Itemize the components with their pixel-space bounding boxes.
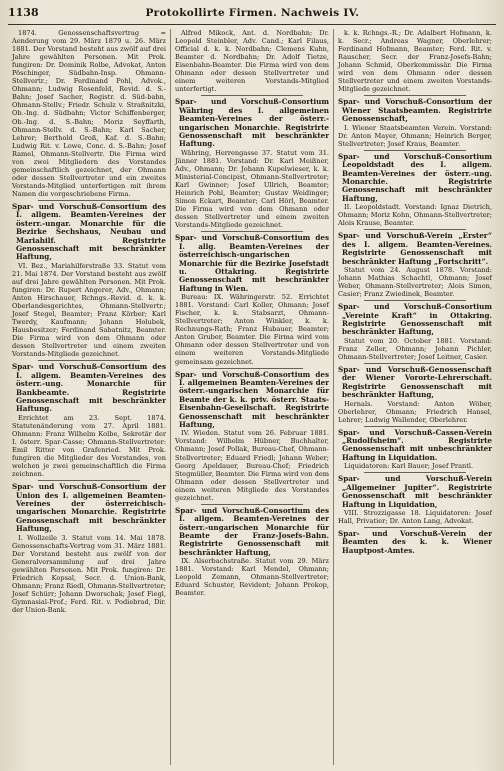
entry-firm-name: Spar- und Vorschuß-Consortium des I. allg. Beamten-Vereines der österreichisch-ungarischen Monarchie für die Bezirke Josefstadt u. Ottakring. Registrirte Genossenschaft mit beschränkter Haftung in Wien. [175, 233, 329, 293]
entry-firm-name: Spar- und Vorschuß-Consortium des I. allgemeinen Beamten-Vereines der österr.-ungarischen Monarchie für Beamte der k. k. priv. österr. Staats-Eisenbahn-Gesellschaft. Registrirte Genossenschaft mit beschränkter Haftung, [175, 369, 329, 429]
register-entry [12, 203, 166, 358]
entry-firm-name: Spar- und Vorschuß-Consortium der Wiener Staatsbeamten. Registrirte Genossenschaft, [338, 97, 492, 124]
entry-divider [364, 363, 466, 364]
register-entry [12, 483, 166, 614]
entry-divider [38, 200, 140, 201]
entry-firm-name: Spar- und Vorschuß-Consortium „Vereinte Kraft“ in Ottakring. Registrirte Genossenschaft mit beschränkter Haftung, [338, 302, 492, 337]
page-number: 1138 [8, 6, 39, 19]
register-entry [175, 29, 329, 93]
entry-text: IX. Alserbachstraße. Statut vom 29. März 1881. Vorstand: Karl Mendel, Ohmann; Leopold Zemann, Ohmann-Stellvertreter; Eduard Schuster, Revident; Johann Prokop, Beamter. [175, 557, 329, 598]
entry-divider [364, 95, 466, 96]
entry-text: Währing, Herrengasse 37. Statut vom 31. Jänner 1881. Vorstand: Dr. Karl Meißner, Adv., Ohmann; Dr. Johann Kupelwieser, k. k. Ministerial-Concipist, Ohmann-Stellvertreter; Karl Gwinner; Josef Ullrich, Beamter; Heinrich Pohl, Beamter; Gustav Weidinger; Simon Eckart, Beamter; Carl Hörl, Beamter. Die Firma wird von dem Ohmann oder dessen Stellvertreter und einem zweiten Vorstands-Mitgliede gezeichnet. [175, 148, 329, 230]
entry-divider [201, 231, 303, 232]
entry-divider [364, 150, 466, 151]
entry-firm-name: Spar- und Vorschuß-Verein „Allgemeiner Jupiter“. Registrirte Genossenschaft mit beschränkter Haftung in Liquidation, [338, 474, 492, 509]
entry-text: Hernals. Vorstand: Anton Wöber, Oberlehrer, Ohmann; Friedrich Hansel, Lehrer; Ludwig Wallender, Oberlehrer. [338, 399, 492, 424]
column-left [8, 29, 170, 765]
register-entry [175, 98, 329, 229]
entry-divider [364, 472, 466, 473]
entry-divider [364, 300, 466, 301]
column-right [333, 29, 496, 765]
entry-text: 1874. Genossenschaftsvertrag = Aenderung vom 29. März 1879 u. 26. März 1881. Der Vorstand besteht aus zwölf auf drei Jahre gewählten Personen. Mit Prok. fungiren: Dr. Dominik Rolbe, Advokat, Anton Pöschinger, Südbahn-Insp. Ohmann-Stellvertr.; Dr. Ferdinand Pohl, Advok., Ohmann; Ludwig Rosenfeld, Revid. d. S.-Bahn; Josef Sacher, Registr. d. Süd-bahn, Ohmann-Stellv.; Friedr. Schulz v. Straßnitzki, Ob.-Ing. d. Südbahn; Victor Schiffenberger, Ob.-Ing. d. S.-Bahn; Moriz Seyffarth, Ohmann-Stellv. d. S.-Bahn; Karl Sacher, Lehrer; Berthold Groß, Kaf. d. S.-Bahn; Ludwig Rit. v. Lowe, Conc. d. S.-Bahn; Josef Ramel, Ohmann-Stellvertr. Die Firma wird von zwei Mitgliedern des Vorstandes gemeinschaftlich gezeichnet, der Ohmann oder dessen Stellvertreter und ein zweites Vorstands-Mitglied unterfertigen mit ihrem Namen die vorgeschriebene Firma. [12, 29, 166, 198]
register-entry [175, 507, 329, 598]
register-entry [338, 153, 492, 228]
entry-firm-name: Spar- und Vorschuß-Cassen-Verein „Rudolfsheim“. Registrirte Genossenschaft mit unbeschränkter Haftung in Liquidation. [338, 427, 492, 462]
entry-text: VI. Bez., Mariahilferstraße 33. Statut vom 21. Mai 1874. Der Vorstand besteht aus zwölf auf drei Jahre gewählten Personen. Mit Prok. fungiren: Dr. Rupert Angerer, Adv., Ohmann; Anton Hirschauer, Rchngs.-Revid. d. k. k. Oberlandesgerichtes, Ohmann-Stellvertr.; Josef Stegel, Beamter; Franz Körber; Karl Twerdy, Kaufmann; Johann Holubek, Hausbesitzer; Ferdinand Sabatnitz, Beamter. Die Firma wird von dem Ohmann oder dessen Stellvertreter und einem zweiten Vorstands-Mitgliede gezeichnet. [12, 261, 166, 359]
entry-text: k. k. Rchngs.-R.; Dr. Adalbert Hofmann, k. k. Secr.; Andreas Wagner, Oberlehrer; Ferdinand Hofmann, Beamter; Ferd. Rit. v. Rauscher, Secr. der Franz-Josefs-Bahn; Johann Schmid, Oberkommissär. Die Firma wird von dem Ohmann oder dessen Stellvertreter und einem zweiten Vorstands-Mitgliede gezeichnet. [338, 29, 492, 94]
entry-text: Statut vom 20. October 1881. Vorstand: Franz Zeller, Ohmann; Johann Pichler, Ohmann-Stellvertreter; Josef Leitner, Casier. [338, 336, 492, 361]
entry-text: Errichtet am 23. Sept. 1874. Statutenänderung vom 27. April 1881. Ohmann: Franz Wilhelm Kolbe, Sekretär der I. österr. Spar-Casse; Ohmann-Stellvertreter: Emil Ritter von Grafenried. Mit Prok. fungiren die Mitglieder des Vorstandes, von welchen je zwei gemeinschaftlich die Firma zeichnen. [12, 413, 166, 479]
entry-firm-name: Spar- und Vorschuß-Verein der Beamten des k. k. Wiener Hauptpost-Amtes. [338, 529, 492, 555]
entry-text: Statut vom 24. August 1878. Vorstand: Johann Mathias Schachtl, Ohmann; Josef Weber, Ohmann-Stellvertreter; Alois Simon, Casier; Franz Zwiedinek, Beamter. [338, 265, 492, 299]
entry-text: Bureau: IX. Währingerstr. 52. Errichtet 1881. Vorstand: Carl Koller, Ohmann; Josef Fischer, k. k. Stabsarzt, Ohmann-Stellvertreter; Anton Winkler, k. k. Rechnungs-Rath; Franz Hubauer, Beamter; Anton Gruber, Beamter. Die Firma wird vom Ohmann oder dessen Stellvertreter und von einem weiteren Vorstands-Mitgliede gemeinsam gezeichnet. [175, 293, 329, 366]
entry-firm-name: Spar- und Vorschuß-Genossenschaft der Wiener Vororte-Lehrerschaft. Registrirte Genossenschaft mit beschränkter Haftung, [338, 364, 492, 400]
column-middle [170, 29, 333, 765]
register-entry [338, 303, 492, 361]
entry-divider [38, 360, 140, 361]
entry-text: I. Wiener Staatsbeamten Verein. Vorstand: Dr. Anton Mayer, Ohmann; Heinrich Berger, Stellvertreter; Josef Kraus, Beamter. [338, 123, 492, 148]
entry-firm-name: Spar- und Vorschuß-Consortium des I. allgem. Beamten-Vereines der österr.-ungarischen Monarchie für Beamte der Franz-Josefs-Bahn. Registrirte Genossenschaft mit beschränkter Haftung, [175, 505, 329, 557]
entry-text: I. Wollzeile 3. Statut vom 14. Mai 1878. Genossenschafts-Vertrag vom 31. März 1881. Der Vorstand besteht aus zwölf von der Generalversammlung auf drei Jahre gewählten Personen. Mit Prok. fungiren: Dr. Friedrich Kopsal, Secr. d. Union-Bank, Ohmann; Franz Riedl, Ohmann-Stellvertreter; Josef Schürr; Johann Dworschak; Josef Fiegl, Gymnasial-Prof.; Ferd. Rit. v. Podiebrad, Dir. der Union-Bank. [12, 533, 166, 615]
register-entry [338, 366, 492, 424]
register-entry [338, 29, 492, 93]
entry-text: II. Leopoldstadt. Vorstand: Ignaz Dietrich, Ohmann; Moriz Kohn, Ohmann-Stellvertreter; Alois Krause, Beamter. [338, 203, 492, 228]
entry-divider [364, 527, 466, 528]
entry-divider [201, 504, 303, 505]
running-title: Protokollirte Firmen. Nachweis IV. [145, 7, 360, 19]
entry-text: Liquidatoren: Karl Bauer; Josef Prantl. [344, 462, 474, 471]
entry-firm-name: Spar- und Vorschuß-Consortium Leopoldstadt des I. allgem. Beamten-Vereines der österr.-ung. Monarchie. Registrirte Genossenschaft mit beschränkter Haftung, [338, 151, 492, 203]
page-header [8, 6, 496, 25]
entry-text: IV. Wieden. Statut vom 26. Februar 1881. Vorstand: Wilhelm Hübner, Buchhalter, Ohmann; Josef Pollak, Bureau-Chef, Ohmann-Stellvertreter; Eduard Friedl; Johann Weber; Georg Apeldauer, Bureau-Chef; Friedrich Stegmüller, Beamter. Die Firma wird von dem Ohmann oder dessen Stellvertreter und einem weiteren Mitgliede des Vorstandes gezeichnet. [175, 429, 329, 502]
register-entry [12, 29, 166, 198]
register-entry [338, 530, 492, 555]
register-entry [338, 475, 492, 525]
entry-divider [201, 368, 303, 369]
register-entry [338, 232, 492, 298]
register-entry [175, 234, 329, 365]
entry-firm-name: Spar- und Vorschuß-Verein „Erster“ des I. allgem. Beamten-Vereines. Registrirte Genossenschaft mit beschränkter Haftung „Fortschritt“. [338, 231, 492, 266]
entry-text: VIII. Strozzigasse 18. Liquidatoren: Josef Hall, Privatier; Dr. Anton Lang, Advokat. [338, 508, 492, 525]
entry-text: Alfred Mikock, Ant. d. Nordbahn; Dr. Leopold Steinbler, Adv. Cand.; Karl Filaus, Official d. k. k. Nordbahn; Clemens Kuhn, Beamter d. Nordbahn; Dr. Adolf Tietze, Eisenbahn-Beamter. Die Firma wird von dem Ohmann oder dessen Stellvertreter und einem weiteren Vorstands-Mitglied unterfertigt. [175, 29, 329, 94]
text-columns [8, 29, 496, 765]
register-entry [338, 429, 492, 471]
entry-firm-name: Spar- und Vorschuß-Consortium des I. allgem. Beamten-Vereines des österr.-ung. Monarchie für Bankbeamte. Registrirte Genossenschaft mit beschränkter Haftung. [12, 362, 166, 414]
entry-divider [201, 95, 303, 96]
entry-firm-name: Spar- und Vorschuß-Consortium des I. allgem. Beamten-Vereines der österr.-ungar. Monarchie für die Bezirke Sechshaus, Neubau und Mariahilf. Registrirte Genossenschaft mit beschränkter Haftung, [12, 201, 166, 262]
entry-divider [364, 426, 466, 427]
entry-divider [364, 229, 466, 230]
register-entry [175, 371, 329, 502]
register-entry [338, 98, 492, 147]
register-entry [12, 363, 166, 478]
entry-firm-name: Spar- und Vorschuß-Consortium Währing des I. allgemeinen Beamten-Vereines der österr.-ungarischen Monarchie. Registrirte Genossenschaft mit beschränkter Haftung. [175, 97, 329, 149]
entry-firm-name: Spar- und Vorschuß-Consortium der Union des I. allgemeinen Beamten-Vereines der österreichisch-ungarischen Monarchie. Registrirte Genossenschaft mit beschränkter Haftung, [12, 482, 166, 534]
entry-divider [38, 480, 140, 481]
